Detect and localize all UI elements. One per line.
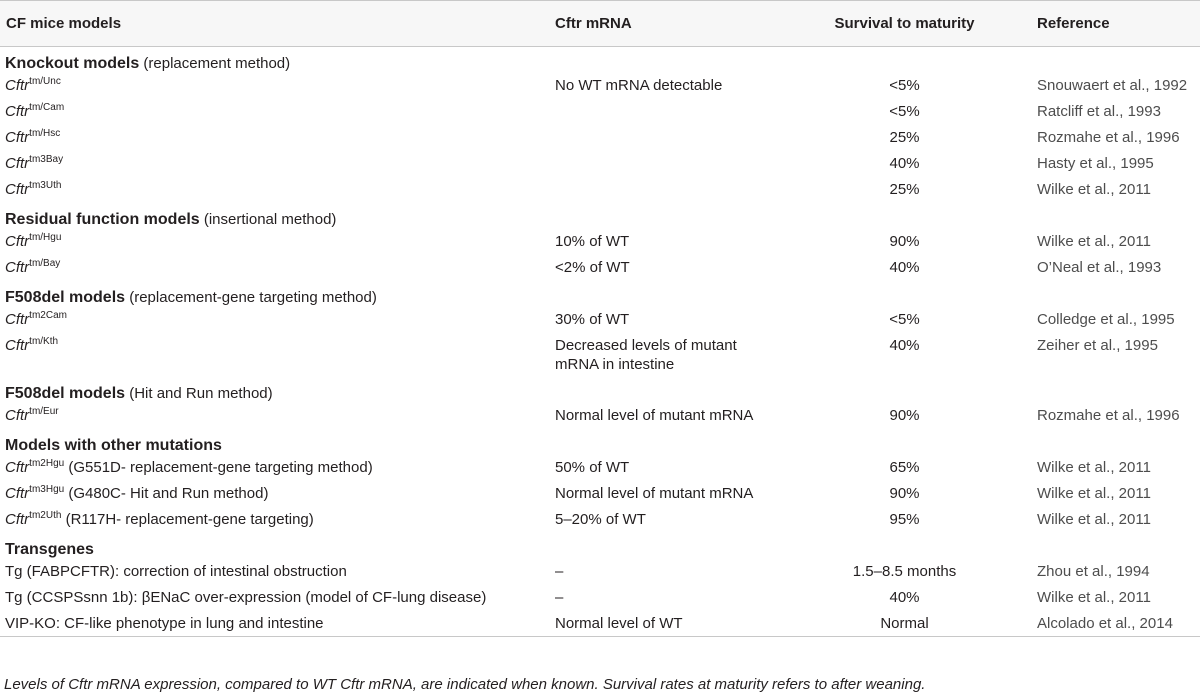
reference-cell: Rozmahe et al., 1996 <box>1037 407 1180 424</box>
table-row <box>0 333 1200 377</box>
mrna-cell: <2% of WT <box>555 259 630 276</box>
model-cell <box>0 255 555 281</box>
model-cell <box>0 229 555 255</box>
reference-cell: Colledge et al., 1995 <box>1037 311 1175 328</box>
model-cell <box>0 403 555 429</box>
table-row <box>0 585 1200 611</box>
model-cell <box>0 73 555 99</box>
section-note: (insertional method) <box>203 211 337 228</box>
header-survival: Survival to maturity <box>777 1 1032 47</box>
section-row <box>0 47 1200 74</box>
mrna-cell <box>555 99 777 125</box>
mrna-cell: 10% of WT <box>555 233 630 250</box>
mrna-cell <box>555 177 777 203</box>
survival-cell: <5% <box>889 311 920 328</box>
mrna-cell: Decreased levels of mutant mRNA in intestine <box>555 337 737 373</box>
model-cell <box>0 481 555 507</box>
reference-cell: Wilke et al., 2011 <box>1037 233 1151 250</box>
section-row <box>0 281 1200 307</box>
section-note: (Hit and Run method) <box>129 385 273 402</box>
table-row <box>0 125 1200 151</box>
table-row <box>0 455 1200 481</box>
gene-name: Cftr <box>5 407 30 424</box>
table-row <box>0 73 1200 99</box>
section-title: Residual function models <box>5 211 200 228</box>
model-description: (R117H- replacement-gene targeting) <box>61 511 314 528</box>
section-heading <box>0 281 1200 307</box>
table-row <box>0 481 1200 507</box>
table-header <box>0 1 1200 47</box>
model-cell <box>0 99 555 125</box>
allele-superscript: tm/Eur <box>29 406 59 417</box>
survival-cell: <5% <box>889 77 920 94</box>
mrna-cell: Normal level of WT <box>555 611 777 636</box>
table-row <box>0 255 1200 281</box>
model-cell <box>0 611 555 636</box>
survival-cell: 25% <box>889 181 920 198</box>
gene-name: Cftr <box>5 511 30 528</box>
section-heading <box>0 533 1200 559</box>
model-cell <box>0 333 555 377</box>
mrna-cell <box>555 125 777 151</box>
gene-name: Cftr <box>5 459 30 476</box>
allele-superscript: tm/Bay <box>29 258 61 269</box>
allele-superscript: tm/Unc <box>29 76 61 87</box>
table-row <box>0 507 1200 533</box>
gene-name: Cftr <box>5 155 30 172</box>
gene-name: Cftr <box>5 311 30 328</box>
section-heading <box>0 203 1200 229</box>
model-description: VIP-KO: CF-like phenotype in lung and intestine <box>5 615 324 632</box>
allele-superscript: tm/Kth <box>29 336 59 347</box>
section-title: F508del models <box>5 289 126 306</box>
section-note: (replacement-gene targeting method) <box>129 289 377 306</box>
model-cell <box>0 177 555 203</box>
reference-cell: Ratcliff et al., 1993 <box>1037 103 1161 120</box>
section-row <box>0 533 1200 559</box>
header-reference: Reference <box>1032 1 1200 47</box>
section-note: (replacement method) <box>143 55 291 72</box>
model-cell <box>0 455 555 481</box>
header-models: CF mice models <box>0 1 555 47</box>
survival-cell: 40% <box>889 155 920 172</box>
gene-name: Cftr <box>5 485 30 502</box>
table-row <box>0 151 1200 177</box>
reference-cell: Hasty et al., 1995 <box>1037 155 1154 172</box>
survival-cell: Normal <box>777 611 1032 636</box>
gene-name: Cftr <box>5 77 30 94</box>
gene-name: Cftr <box>5 129 30 146</box>
allele-superscript: tm3Uth <box>29 180 62 191</box>
allele-superscript: tm/Hsc <box>29 128 61 139</box>
section-row <box>0 377 1200 403</box>
survival-cell: 90% <box>889 233 920 250</box>
survival-cell: 25% <box>889 129 920 146</box>
mrna-cell: 30% of WT <box>555 311 630 328</box>
reference-cell: O’Neal et al., 1993 <box>1037 259 1162 276</box>
model-cell <box>0 307 555 333</box>
survival-cell: 90% <box>889 407 920 424</box>
reference-cell: Wilke et al., 2011 <box>1037 459 1151 476</box>
survival-cell: 95% <box>889 511 920 528</box>
mrna-cell: 5–20% of WT <box>555 511 646 528</box>
section-title: F508del models <box>5 385 126 402</box>
allele-superscript: tm2Cam <box>29 310 67 321</box>
reference-cell: Snouwaert et al., 1992 <box>1037 77 1188 94</box>
mrna-cell: 50% of WT <box>555 459 630 476</box>
table-row <box>0 611 1200 636</box>
model-cell <box>0 559 555 585</box>
gene-name: Cftr <box>5 259 30 276</box>
table-row <box>0 307 1200 333</box>
allele-superscript: tm2Uth <box>29 510 62 521</box>
gene-name: Cftr <box>5 181 30 198</box>
section-heading <box>0 47 1200 74</box>
survival-cell: 40% <box>889 589 920 606</box>
model-description: Tg (CCSPSsnn 1b): βENaC over-expression (model of CF-lung disease) <box>5 589 487 606</box>
reference-cell: Zhou et al., 1994 <box>1037 563 1150 580</box>
header-row <box>0 1 1200 47</box>
section-heading <box>0 377 1200 403</box>
reference-cell: Wilke et al., 2011 <box>1037 181 1151 198</box>
table-footnote: Levels of Cftr mRNA expression, compared to WT Cftr mRNA, are indicated when known. Survival rates at maturity refers to after weaning. <box>4 676 926 693</box>
mrna-cell: Normal level of mutant mRNA <box>555 485 754 502</box>
reference-cell: Rozmahe et al., 1996 <box>1037 129 1180 146</box>
allele-superscript: tm/Hgu <box>29 232 62 243</box>
allele-superscript: tm3Bay <box>29 154 64 165</box>
mrna-cell <box>555 151 777 177</box>
survival-cell: 40% <box>889 337 920 354</box>
reference-cell: Zeiher et al., 1995 <box>1037 337 1158 354</box>
survival-cell: <5% <box>889 103 920 120</box>
mrna-cell: – <box>555 563 564 580</box>
survival-cell: 1.5–8.5 months <box>852 563 957 580</box>
reference-cell: Wilke et al., 2011 <box>1037 511 1151 528</box>
allele-superscript: tm/Cam <box>29 102 65 113</box>
table-row <box>0 403 1200 429</box>
mrna-cell: – <box>555 589 564 606</box>
reference-cell: Wilke et al., 2011 <box>1037 485 1151 502</box>
model-description: (G480C- Hit and Run method) <box>64 485 269 502</box>
model-description: Tg (FABPCFTR): correction of intestinal obstruction <box>5 563 347 580</box>
gene-name: Cftr <box>5 233 30 250</box>
table-row <box>0 559 1200 585</box>
survival-cell: 40% <box>889 259 920 276</box>
table-row <box>0 229 1200 255</box>
mrna-cell: No WT mRNA detectable <box>555 77 723 94</box>
section-title: Transgenes <box>5 541 94 558</box>
reference-cell: Alcolado et al., 2014 <box>1032 611 1200 636</box>
section-row <box>0 203 1200 229</box>
allele-superscript: tm2Hgu <box>29 458 65 469</box>
model-cell <box>0 151 555 177</box>
table-row <box>0 177 1200 203</box>
model-cell <box>0 507 555 533</box>
model-cell <box>0 125 555 151</box>
model-description: (G551D- replacement-gene targeting method) <box>64 459 373 476</box>
reference-cell: Wilke et al., 2011 <box>1037 589 1151 606</box>
section-row <box>0 429 1200 455</box>
header-mrna: Cftr mRNA <box>555 1 777 47</box>
gene-name: Cftr <box>5 337 30 354</box>
survival-cell: 90% <box>889 485 920 502</box>
section-heading <box>0 429 1200 455</box>
model-cell <box>0 585 555 611</box>
gene-name: Cftr <box>5 103 30 120</box>
mrna-cell: Normal level of mutant mRNA <box>555 407 754 424</box>
table-body <box>0 47 1200 637</box>
table-row <box>0 99 1200 125</box>
allele-superscript: tm3Hgu <box>29 484 65 495</box>
section-title: Knockout models <box>5 55 140 72</box>
survival-cell: 65% <box>889 459 920 476</box>
section-title: Models with other mutations <box>5 437 222 454</box>
